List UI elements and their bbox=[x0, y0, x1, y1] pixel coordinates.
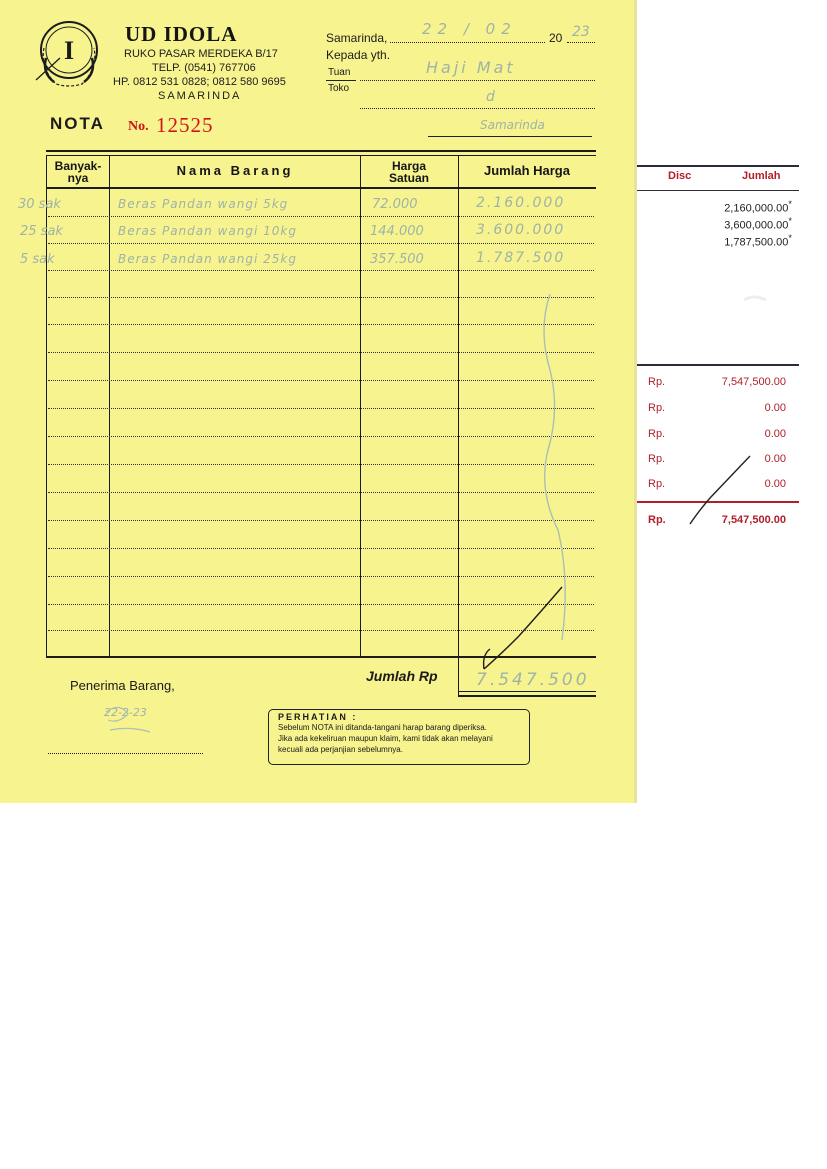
nota-number: 12525 bbox=[156, 113, 214, 137]
row-line bbox=[48, 324, 594, 325]
shop-city: SAMARINDA bbox=[158, 90, 242, 102]
receiver-label: Penerima Barang, bbox=[70, 678, 175, 693]
table-top-rule bbox=[46, 150, 596, 152]
nota-no-label: No. bbox=[128, 119, 149, 134]
row-name: Beras Pandan wangi 5kg bbox=[118, 197, 289, 211]
logo-letter: I bbox=[63, 36, 75, 65]
row-line bbox=[48, 216, 594, 217]
row-qty: 30 sak bbox=[18, 197, 61, 212]
year-prefix: 20 bbox=[549, 31, 563, 45]
row-price: 144.000 bbox=[370, 224, 424, 239]
total-written: 7.547.500 bbox=[476, 670, 590, 690]
shop-mobile: HP. 0812 531 0828; 0812 580 9695 bbox=[113, 76, 286, 88]
row-line bbox=[48, 548, 594, 549]
faint-smudge bbox=[740, 290, 770, 310]
tuan-label: Tuan bbox=[328, 67, 351, 78]
row-name: Beras Pandan wangi 10kg bbox=[118, 224, 297, 238]
receiver-signature bbox=[100, 700, 160, 740]
year-written: 23 bbox=[572, 24, 590, 40]
line-amount: 3,600,000.00* bbox=[724, 216, 792, 232]
row-line bbox=[48, 408, 594, 409]
table-header-bottom-rule bbox=[46, 187, 596, 189]
shop-name: UD IDOLA bbox=[125, 22, 238, 46]
warning-line: Jika ada kekeliruan maupun klaim, kami tidak akan melayani bbox=[278, 734, 493, 743]
back-header-rule bbox=[636, 165, 799, 167]
toko-label: Toko bbox=[328, 83, 350, 94]
price-header: Harga Satuan bbox=[388, 159, 429, 185]
receiver-stamp: 22-2-23 bbox=[104, 706, 147, 719]
line-amount: 1,787,500.00* bbox=[724, 233, 792, 249]
shop-phone: TELP. (0541) 767706 bbox=[152, 62, 256, 74]
currency-label: Rp. bbox=[648, 376, 666, 388]
currency-label: Rp. bbox=[648, 453, 666, 465]
name-header: Nama Barang bbox=[176, 163, 294, 178]
total-header: Jumlah Harga bbox=[484, 163, 570, 178]
total-value: 0.00 bbox=[764, 428, 786, 440]
date-written: 22 / 02 bbox=[422, 20, 517, 38]
back-totals-rule bbox=[636, 364, 799, 366]
nota-label: NOTA bbox=[50, 114, 105, 133]
row-line bbox=[48, 243, 594, 244]
warning-line: Sebelum NOTA ini ditanda-tangani harap barang diperiksa. bbox=[278, 723, 487, 732]
row-total: 3.600.000 bbox=[476, 222, 566, 238]
total-value: 0.00 bbox=[764, 402, 786, 414]
recipient-line2-dotted bbox=[360, 108, 595, 109]
table-top-rule-thin bbox=[46, 155, 596, 156]
row-line bbox=[48, 464, 594, 465]
total-value: 0.00 bbox=[764, 478, 786, 490]
total-box-rule bbox=[458, 691, 596, 692]
recipient-city-written: Samarinda bbox=[480, 118, 545, 132]
back-header-bottom-rule bbox=[636, 190, 799, 191]
total-label: Jumlah Rp bbox=[366, 668, 438, 684]
disc-column-header: Disc bbox=[668, 170, 692, 182]
row-line bbox=[48, 520, 594, 521]
row-line bbox=[48, 576, 594, 577]
row-price: 357.500 bbox=[370, 252, 424, 267]
recipient-city-line bbox=[428, 136, 592, 137]
nota-edge bbox=[634, 0, 637, 803]
recipient-dotted-line bbox=[360, 80, 595, 81]
year-dotted-line bbox=[567, 42, 595, 43]
currency-label: Rp. bbox=[648, 428, 666, 440]
column-divider bbox=[360, 156, 361, 657]
recipient-written: Haji Mat bbox=[426, 58, 516, 77]
row-line bbox=[48, 436, 594, 437]
kepada-label: Kepada yth. bbox=[326, 48, 391, 62]
row-name: Beras Pandan wangi 25kg bbox=[118, 252, 297, 266]
row-line bbox=[48, 492, 594, 493]
grand-total-value: 7,547,500.00 bbox=[721, 514, 786, 526]
row-line bbox=[48, 270, 594, 271]
row-line bbox=[48, 380, 594, 381]
qty-header: Banyak- nya bbox=[54, 159, 102, 185]
jumlah-column-header: Jumlah bbox=[742, 170, 781, 182]
row-qty: 5 sak bbox=[20, 252, 55, 267]
column-divider bbox=[109, 156, 110, 657]
currency-label: Rp. bbox=[648, 514, 666, 526]
row-qty: 25 sak bbox=[20, 224, 63, 239]
row-total: 1.787.500 bbox=[476, 250, 566, 266]
date-dotted-line bbox=[390, 42, 545, 43]
currency-label: Rp. bbox=[648, 478, 666, 490]
tuan-toko-divider bbox=[326, 80, 356, 81]
currency-label: Rp. bbox=[648, 402, 666, 414]
shop-address: RUKO PASAR MERDEKA B/17 bbox=[124, 48, 278, 60]
recipient-line2-written: d bbox=[486, 89, 495, 105]
row-price: 72.000 bbox=[372, 197, 418, 212]
total-box-rule-double bbox=[458, 695, 596, 697]
subtotal-value: 7,547,500.00 bbox=[721, 376, 786, 388]
line-amount: 2,160,000.00* bbox=[724, 199, 792, 215]
signature-line bbox=[48, 753, 203, 754]
column-divider bbox=[458, 156, 459, 696]
row-line bbox=[48, 352, 594, 353]
pen-check-mark bbox=[478, 585, 568, 675]
warning-title: PERHATIAN : bbox=[278, 712, 358, 722]
pen-stroke bbox=[680, 450, 760, 530]
shop-logo bbox=[34, 18, 104, 90]
row-total: 2.160.000 bbox=[476, 195, 566, 211]
total-value: 0.00 bbox=[764, 453, 786, 465]
warning-line: kecuali ada perjanjian sebelumnya. bbox=[278, 745, 403, 754]
city-label: Samarinda, bbox=[326, 31, 388, 45]
row-line bbox=[48, 297, 594, 298]
